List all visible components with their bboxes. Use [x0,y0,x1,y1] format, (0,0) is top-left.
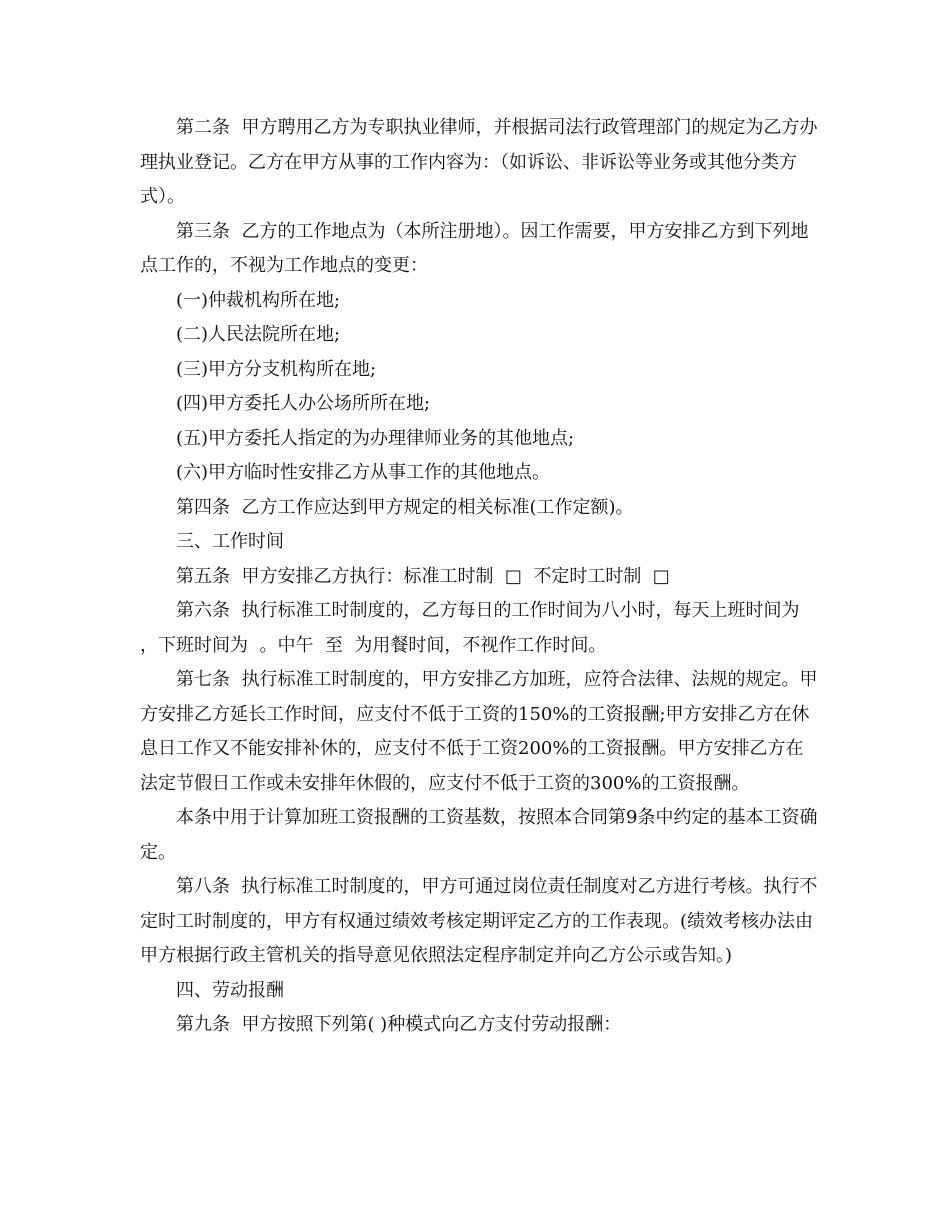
article-3: 第三条 乙方的工作地点为（本所注册地）。因工作需要，甲方安排乙方到下列地点工作的，不视为工作地点的变更： [140,220,809,276]
section-heading-working-hours: 三、工作时间 [176,531,284,552]
location-item-4: (四)甲方委托人办公场所所在地; [176,393,431,414]
location-item-3: (三)甲方分支机构所在地; [176,358,377,380]
article-7: 第七条 执行标准工时制度的，甲方安排乙方加班，应符合法律、法规的规定。甲方安排乙方延长工作时间，应支付不低于工资的150%的工资报酬;甲方安排乙方在休息日工作又不能安排补休的，应支付不低于工资200%的工资报酬。甲方安排乙方在法定节假日工作或未安排年休假的，应支付不低于工资的300%的工资报酬。 [140,669,818,794]
article-7-wage-base: 本条中用于计算加班工资报酬的工资基数，按照本合同第9条中约定的基本工资确定。 [140,807,818,863]
section-heading-remuneration: 四、劳动报酬 [176,979,284,1001]
article-5: 第五条 甲方安排乙方执行：标准工时制 □ 不定时工时制 □ [176,565,670,587]
location-item-5: (五)甲方委托人指定的为办理律师业务的其他地点; [176,427,575,449]
document-page [140,111,820,1043]
article-6: 第六条 执行标准工时制度的，乙方每日的工作时间为八小时，每天上班时间为 ，下班时间为 。中午 至 为用餐时间，不视作工作时间。 [140,600,811,656]
article-4: 第四条 乙方工作应达到甲方规定的相关标准(工作定额)。 [176,496,634,518]
location-item-1: (一)仲裁机构所在地; [176,289,341,311]
article-2: 第二条 甲方聘用乙方为专职执业律师，并根据司法行政管理部门的规定为乙方办理执业登记。乙方在甲方从事的工作内容为：（如诉讼、非诉讼等业务或其他分类方式）。 [140,117,818,207]
article-9: 第九条 甲方按照下列第( )种模式向乙方支付劳动报酬： [176,1014,622,1035]
location-item-6: (六)甲方临时性安排乙方从事工作的其他地点。 [176,462,551,483]
article-8: 第八条 执行标准工时制度的，甲方可通过岗位责任制度对乙方进行考核。执行不定时工时制度的，甲方有权通过绩效考核定期评定乙方的工作表现。(绩效考核办法由甲方根据行政主管机关的指导意见依照法定程序制定并向乙方公示或告知。) [140,876,818,966]
location-item-2: (二)人民法院所在地; [176,324,341,345]
